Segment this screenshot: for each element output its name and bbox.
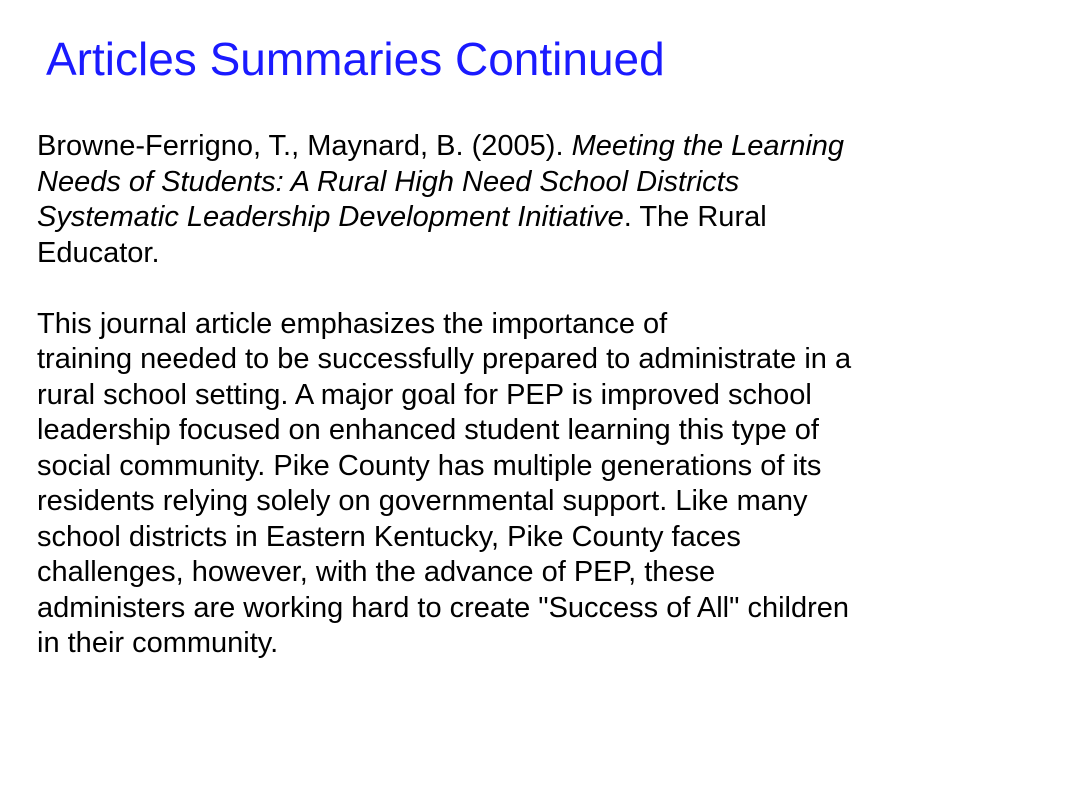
- citation-line: Browne-Ferrigno, T., Maynard, B. (2005). Meeting the Learning: [37, 130, 845, 162]
- citation-line: [37, 165, 1057, 201]
- summary-line: training needed to be successfully prepared to administrate in a: [37, 343, 852, 375]
- summary-line: in their community.: [37, 627, 279, 659]
- summary-line: rural school setting. A major goal for PEP is improved school: [37, 378, 812, 411]
- summary-line: administers are working hard to create "Success of All" children: [37, 591, 850, 624]
- summary-paragraph: [37, 307, 1057, 662]
- summary-line: This journal article emphasizes the importance of: [37, 307, 668, 340]
- slide-body: [37, 129, 1057, 662]
- summary-line: social community. Pike County has multiple generations of its: [37, 449, 822, 482]
- citation-line: Systematic Leadership Development Initiative. The Rural: [37, 201, 767, 233]
- summary-line: challenges, however, with the advance of PEP, these: [37, 556, 716, 588]
- article-title-italic: Needs of Students: A Rural High Need School Districts: [37, 165, 740, 198]
- citation-paragraph: [37, 129, 1057, 271]
- summary-line: school districts in Eastern Kentucky, Pike County faces: [37, 520, 741, 553]
- slide-title: Articles Summaries Continued: [46, 33, 665, 85]
- citation-line: Educator.: [37, 236, 160, 269]
- article-title-italic: Systematic Leadership Development Initiative: [37, 201, 624, 233]
- summary-line: leadership focused on enhanced student learning this type of: [37, 414, 819, 446]
- summary-line: residents relying solely on governmental support. Like many: [37, 485, 808, 517]
- article-title-italic: Meeting the Learning: [571, 130, 845, 162]
